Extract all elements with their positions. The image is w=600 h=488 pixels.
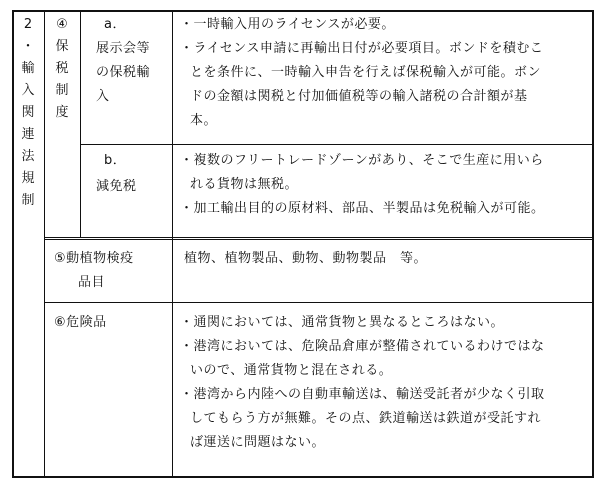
row-a-body-line: ・ライセンス申請に再輸出日付が必要項目。ボンドを積むこ <box>180 41 544 56</box>
hazard-body-line: してもらう方が無難。その点、鉄道輸送は鉄道が受託すれ <box>190 411 542 426</box>
bonded-vertical-label <box>52 14 72 124</box>
quarantine-title-line: 品目 <box>78 275 106 290</box>
divider-bonded-column <box>80 10 81 238</box>
row-a-body-line: 本。 <box>190 113 218 128</box>
quarantine-body: 植物、植物製品、動物、動物製品 等。 <box>184 251 428 266</box>
divider-row-a-b <box>80 144 594 145</box>
hazard-body-line: ・港湾においては、危険品倉庫が整備されているわけではな <box>180 339 545 354</box>
row-a-label: a． <box>104 17 126 32</box>
divider-row-quarantine-hazard <box>44 302 594 303</box>
section-char: 関 <box>21 105 35 120</box>
row-b-body-line: れる貨物は無税。 <box>190 177 299 192</box>
hazard-body-line: いので、通常貨物と混在される。 <box>190 363 393 378</box>
bonded-char: 制 <box>55 83 69 98</box>
row-b-label: b． <box>104 153 127 168</box>
hazard-title: ⑥危険品 <box>54 315 107 330</box>
section-char: 法 <box>21 149 35 164</box>
bonded-char: 保 <box>55 39 69 54</box>
row-a-body-line: ドの金額は関税と付加価値税等の輸入諸税の合計額が基 <box>190 89 528 104</box>
divider-content-column <box>172 10 173 478</box>
hazard-body-line: ば運送に問題はない。 <box>190 435 326 450</box>
section-char: 2 <box>23 17 33 32</box>
hazard-body-line: ・通関においては、通常貨物と異なるところはない。 <box>180 315 505 330</box>
bonded-char: 税 <box>55 61 69 76</box>
section-char: ・ <box>21 39 35 54</box>
row-a-body-line: とを条件に、一時輸入申告を行えば保税輸入が可能。ボン <box>190 65 542 80</box>
divider-section-column <box>44 10 45 478</box>
row-b-body-line: ・加工輸出目的の原材料、部品、半製品は免税輸入が可能。 <box>180 201 545 216</box>
section-char: 規 <box>21 171 35 186</box>
hazard-body-line: ・港湾から内陸への自動車輸送は、輸送受託者が少なく引取 <box>180 387 545 402</box>
row-b-body-line: ・複数のフリートレードゾーンがあり、そこで生産に用いら <box>180 153 544 168</box>
divider-row-bonded-quarantine <box>44 237 594 240</box>
row-a-title-line: 展示会等 <box>96 41 151 56</box>
row-a-title-line: 入 <box>96 89 110 104</box>
section-char: 入 <box>21 83 35 98</box>
section-char: 輸 <box>21 61 35 76</box>
section-char: 制 <box>21 193 35 208</box>
section-vertical-label <box>18 14 38 212</box>
row-b-title: 減免税 <box>96 179 137 194</box>
bonded-char: 度 <box>55 105 69 120</box>
bonded-number: ④ <box>56 17 68 32</box>
section-char: 連 <box>21 127 35 142</box>
quarantine-title-line: ⑤動植物検疫 <box>54 251 134 266</box>
row-a-body-line: ・一時輸入用のライセンスが必要。 <box>180 17 395 32</box>
row-a-title-line: の保税輸 <box>96 65 151 80</box>
